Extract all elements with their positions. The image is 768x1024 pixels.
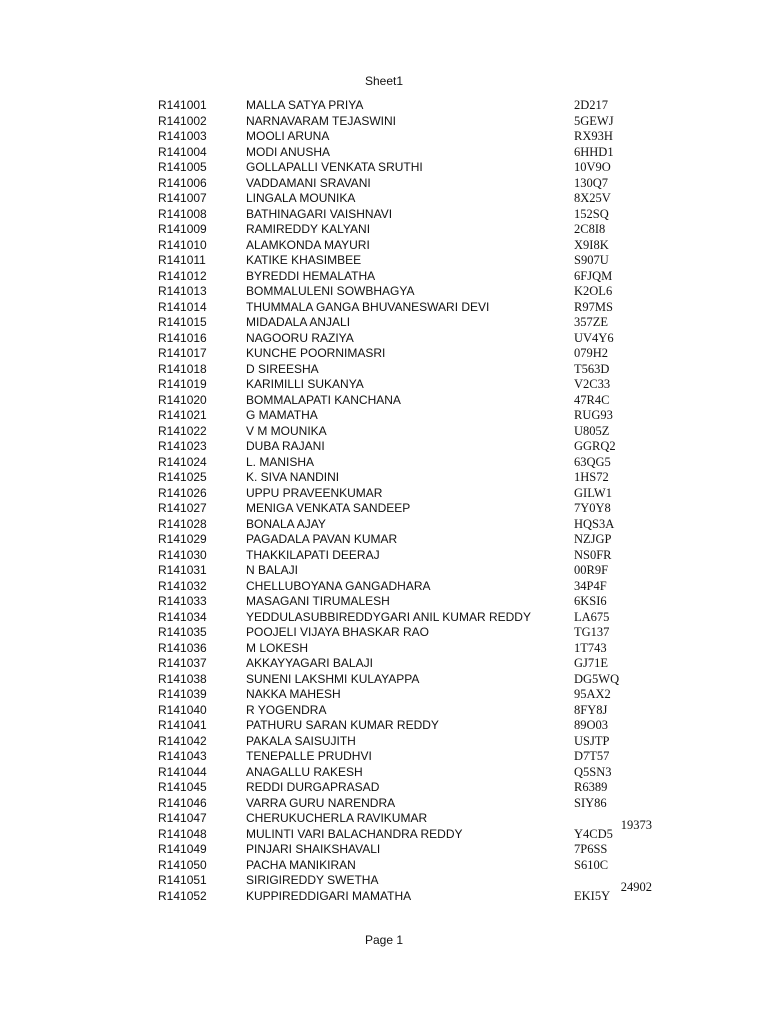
- row-id: R141045: [158, 780, 207, 794]
- table-row: [158, 439, 698, 455]
- row-name: M LOKESH: [246, 640, 309, 655]
- row-name: PINJARI SHAIKSHAVALI: [246, 842, 381, 856]
- row-id: R141037: [158, 656, 207, 670]
- row-name: RAMIREDDY KALYANI: [246, 222, 371, 236]
- table-row: [158, 827, 698, 843]
- row-name: MOOLI ARUNA: [246, 129, 330, 143]
- row-name: KATIKE KHASIMBEE: [246, 253, 362, 267]
- table-row: [158, 594, 698, 610]
- row-code: 8X25V: [574, 191, 611, 205]
- row-code: 152SQ: [574, 206, 609, 221]
- row-name: PACHA MANIKIRAN: [246, 857, 356, 872]
- row-name: KUPPIREDDIGARI MAMATHA: [246, 888, 412, 903]
- row-number: 19373: [620, 818, 652, 832]
- row-code: EKI5Y: [574, 888, 611, 903]
- row-name: THAKKILAPATI DEERAJ: [246, 547, 380, 562]
- row-code: 6FJQM: [574, 268, 613, 283]
- row-id: R141033: [158, 594, 207, 608]
- row-id: R141030: [158, 547, 207, 562]
- table-row: [158, 780, 698, 796]
- row-id: R141020: [158, 392, 207, 407]
- table-row: [158, 253, 698, 269]
- row-name: ALAMKONDA MAYURI: [246, 237, 370, 252]
- table-row: [158, 641, 698, 657]
- row-name: MENIGA VENKATA SANDEEP: [246, 501, 411, 515]
- row-code: 95AX2: [574, 687, 611, 701]
- row-code: K2OL6: [574, 284, 613, 298]
- table-row: [158, 129, 698, 145]
- row-code: 47R4C: [574, 392, 610, 407]
- table-row: [158, 579, 698, 595]
- table-row: [158, 145, 698, 161]
- row-code: 1HS72: [574, 470, 609, 484]
- row-id: R141035: [158, 625, 207, 639]
- table-row: [158, 408, 698, 424]
- row-id: R141031: [158, 563, 207, 577]
- row-code: GJ71E: [574, 656, 609, 670]
- row-id: R141051: [158, 873, 207, 887]
- row-name: MIDADALA ANJALI: [246, 315, 351, 329]
- row-code: 1T743: [574, 640, 607, 655]
- row-id: R141050: [158, 857, 207, 872]
- row-id: R141025: [158, 470, 207, 484]
- row-name: POOJELI VIJAYA BHASKAR RAO: [246, 625, 429, 639]
- table-row: [158, 889, 698, 905]
- row-code: GGRQ2: [574, 439, 616, 453]
- row-code: 63QG5: [574, 454, 611, 469]
- row-id: R141027: [158, 501, 207, 515]
- table-row: [158, 362, 698, 378]
- row-name: SUNENI LAKSHMI KULAYAPPA: [246, 671, 420, 686]
- table-row: [158, 284, 698, 300]
- row-id: R141009: [158, 222, 207, 236]
- row-id: R141017: [158, 346, 207, 360]
- row-name: DUBA RAJANI: [246, 439, 325, 453]
- row-id: R141022: [158, 423, 207, 438]
- row-name: G MAMATHA: [246, 408, 318, 422]
- row-code: 89O03: [574, 718, 609, 732]
- row-id: R141041: [158, 718, 207, 732]
- row-code: 6KSI6: [574, 594, 607, 608]
- row-id: R141032: [158, 578, 207, 593]
- row-code: SIY86: [574, 795, 607, 810]
- row-name: MULINTI VARI BALACHANDRA REDDY: [246, 826, 463, 841]
- table-row: [158, 687, 698, 703]
- row-name: SIRIGIREDDY SWETHA: [246, 873, 379, 887]
- row-code: 5GEWJ: [574, 113, 614, 128]
- row-name: K. SIVA NANDINI: [246, 470, 340, 484]
- row-code: 357ZE: [574, 315, 609, 329]
- table-row: [158, 563, 698, 579]
- row-id: R141038: [158, 671, 207, 686]
- row-code: R6389: [574, 780, 608, 794]
- table-row: [158, 796, 698, 812]
- row-id: R141024: [158, 454, 207, 469]
- row-code: X9I8K: [574, 237, 609, 252]
- row-code: 7P6SS: [574, 842, 608, 856]
- table-row: [158, 672, 698, 688]
- row-id: R141040: [158, 702, 207, 717]
- row-code: GILW1: [574, 485, 612, 500]
- row-id: R141036: [158, 640, 207, 655]
- row-code: 8FY8J: [574, 702, 608, 717]
- row-code: DG5WQ: [574, 671, 620, 686]
- row-code: Y4CD5: [574, 826, 613, 841]
- row-id: R141010: [158, 237, 207, 252]
- row-name: UPPU PRAVEENKUMAR: [246, 485, 383, 500]
- row-name: NAGOORU RAZIYA: [246, 330, 354, 345]
- page-footer: Page 1: [364, 933, 404, 947]
- table-row: [158, 842, 698, 858]
- table-row: [158, 98, 698, 114]
- table-row: [158, 532, 698, 548]
- row-name: N BALAJI: [246, 563, 299, 577]
- row-name: L. MANISHA: [246, 454, 315, 469]
- table-row: [158, 718, 698, 734]
- row-code: 10V9O: [574, 160, 611, 174]
- row-id: R141044: [158, 764, 207, 779]
- row-code: RUG93: [574, 408, 613, 422]
- row-id: R141008: [158, 206, 207, 221]
- table-row: [158, 346, 698, 362]
- table-row: [158, 160, 698, 176]
- row-name: ANAGALLU RAKESH: [246, 764, 363, 779]
- table-row: [158, 873, 698, 894]
- row-name: BONALA AJAY: [246, 516, 326, 531]
- table-row: [158, 734, 698, 750]
- table-row: [158, 858, 698, 874]
- row-name: NAKKA MAHESH: [246, 687, 341, 701]
- row-name: BATHINAGARI VAISHNAVI: [246, 206, 393, 221]
- row-name: V M MOUNIKA: [246, 423, 327, 438]
- table-row: [158, 300, 698, 316]
- row-name: D SIREESHA: [246, 361, 319, 376]
- row-name: VADDAMANI SRAVANI: [246, 175, 371, 190]
- row-code: 2C8I8: [574, 222, 606, 236]
- table-row: [158, 703, 698, 719]
- row-name: VARRA GURU NARENDRA: [246, 795, 396, 810]
- row-code: R97MS: [574, 299, 613, 314]
- row-id: R141029: [158, 532, 207, 546]
- row-code: NS0FR: [574, 547, 612, 562]
- row-id: R141048: [158, 826, 207, 841]
- row-id: R141013: [158, 284, 207, 298]
- row-name: BYREDDI HEMALATHA: [246, 268, 376, 283]
- row-code: Q5SN3: [574, 764, 612, 779]
- row-code: 7Y0Y8: [574, 501, 611, 515]
- row-id: R141042: [158, 733, 207, 748]
- table-row: [158, 517, 698, 533]
- row-code: RX93H: [574, 129, 613, 143]
- row-id: R141023: [158, 439, 207, 453]
- row-id: R141007: [158, 191, 207, 205]
- table-row: [158, 222, 698, 238]
- row-code: NZJGP: [574, 532, 612, 546]
- table-row: [158, 610, 698, 626]
- row-id: R141011: [158, 253, 206, 267]
- table-row: [158, 486, 698, 502]
- data-table: [158, 98, 698, 904]
- row-id: R141047: [158, 811, 207, 825]
- row-code: UV4Y6: [574, 330, 614, 345]
- table-row: [158, 548, 698, 564]
- row-code: HQS3A: [574, 516, 615, 531]
- table-row: [158, 656, 698, 672]
- table-row: [158, 765, 698, 781]
- table-row: [158, 501, 698, 517]
- row-id: R141043: [158, 749, 207, 763]
- row-id: R141014: [158, 299, 207, 314]
- row-code: 2D217: [574, 98, 609, 112]
- row-id: R141052: [158, 888, 207, 903]
- row-id: R141026: [158, 485, 207, 500]
- row-id: R141028: [158, 516, 207, 531]
- row-name: THUMMALA GANGA BHUVANESWARI DEVI: [246, 299, 490, 314]
- row-name: KARIMILLI SUKANYA: [246, 377, 364, 391]
- row-id: R141006: [158, 175, 207, 190]
- row-id: R141015: [158, 315, 207, 329]
- row-name: TENEPALLE PRUDHVI: [246, 749, 372, 763]
- row-code: USJTP: [574, 733, 610, 748]
- row-name: KUNCHE POORNIMASRI: [246, 346, 386, 360]
- row-name: REDDI DURGAPRASAD: [246, 780, 380, 794]
- table-row: [158, 424, 698, 440]
- table-row: [158, 393, 698, 409]
- row-name: NARNAVARAM TEJASWINI: [246, 113, 397, 128]
- row-id: R141016: [158, 330, 207, 345]
- row-number: 24902: [620, 880, 652, 894]
- row-id: R141039: [158, 687, 207, 701]
- row-name: BOMMALULENI SOWBHAGYA: [246, 284, 415, 298]
- row-name: CHELLUBOYANA GANGADHARA: [246, 578, 431, 593]
- table-row: [158, 470, 698, 486]
- row-name: GOLLAPALLI VENKATA SRUTHI: [246, 160, 423, 174]
- table-row: [158, 191, 698, 207]
- row-code: U805Z: [574, 423, 610, 438]
- table-row: [158, 269, 698, 285]
- row-id: R141004: [158, 144, 207, 159]
- table-row: [158, 749, 698, 765]
- row-id: R141005: [158, 160, 207, 174]
- row-code: V2C33: [574, 377, 611, 391]
- row-name: AKKAYYAGARI BALAJI: [246, 656, 373, 670]
- table-row: [158, 176, 698, 192]
- table-row: [158, 207, 698, 223]
- row-code: 6HHD1: [574, 144, 614, 159]
- row-id: R141019: [158, 377, 207, 391]
- table-row: [158, 114, 698, 130]
- row-code: T563D: [574, 361, 610, 376]
- row-name: BOMMALAPATI KANCHANA: [246, 392, 401, 407]
- row-code: LA675: [574, 609, 610, 624]
- row-name: MALLA SATYA PRIYA: [246, 98, 364, 112]
- table-row: [158, 625, 698, 641]
- row-id: R141002: [158, 113, 207, 128]
- row-code: S610C: [574, 857, 609, 872]
- row-name: PATHURU SARAN KUMAR REDDY: [246, 718, 439, 732]
- row-name: LINGALA MOUNIKA: [246, 191, 356, 205]
- row-name: MODI ANUSHA: [246, 144, 331, 159]
- row-id: R141001: [158, 98, 207, 112]
- table-row: [158, 377, 698, 393]
- row-code: D7T57: [574, 749, 610, 763]
- row-code: 079H2: [574, 346, 609, 360]
- row-name: PAKALA SAISUJITH: [246, 733, 356, 748]
- row-id: R141046: [158, 795, 207, 810]
- row-code: 34P4F: [574, 578, 607, 593]
- row-code: TG137: [574, 625, 610, 639]
- table-row: [158, 315, 698, 331]
- row-id: R141021: [158, 408, 207, 422]
- row-code: S907U: [574, 253, 609, 267]
- table-row: [158, 455, 698, 471]
- table-row: [158, 811, 698, 832]
- table-row: [158, 331, 698, 347]
- sheet-title: Sheet1: [364, 74, 404, 88]
- row-name: YEDDULASUBBIREDDYGARI ANIL KUMAR REDDY: [246, 609, 531, 624]
- row-code: 130Q7: [574, 175, 609, 190]
- row-name: R YOGENDRA: [246, 702, 327, 717]
- row-id: R141049: [158, 842, 207, 856]
- row-id: R141003: [158, 129, 207, 143]
- row-name: PAGADALA PAVAN KUMAR: [246, 532, 398, 546]
- row-name: CHERUKUCHERLA RAVIKUMAR: [246, 811, 428, 825]
- table-row: [158, 238, 698, 254]
- row-code: 00R9F: [574, 563, 609, 577]
- row-id: R141034: [158, 609, 207, 624]
- row-name: MASAGANI TIRUMALESH: [246, 594, 390, 608]
- row-id: R141018: [158, 361, 207, 376]
- row-id: R141012: [158, 268, 207, 283]
